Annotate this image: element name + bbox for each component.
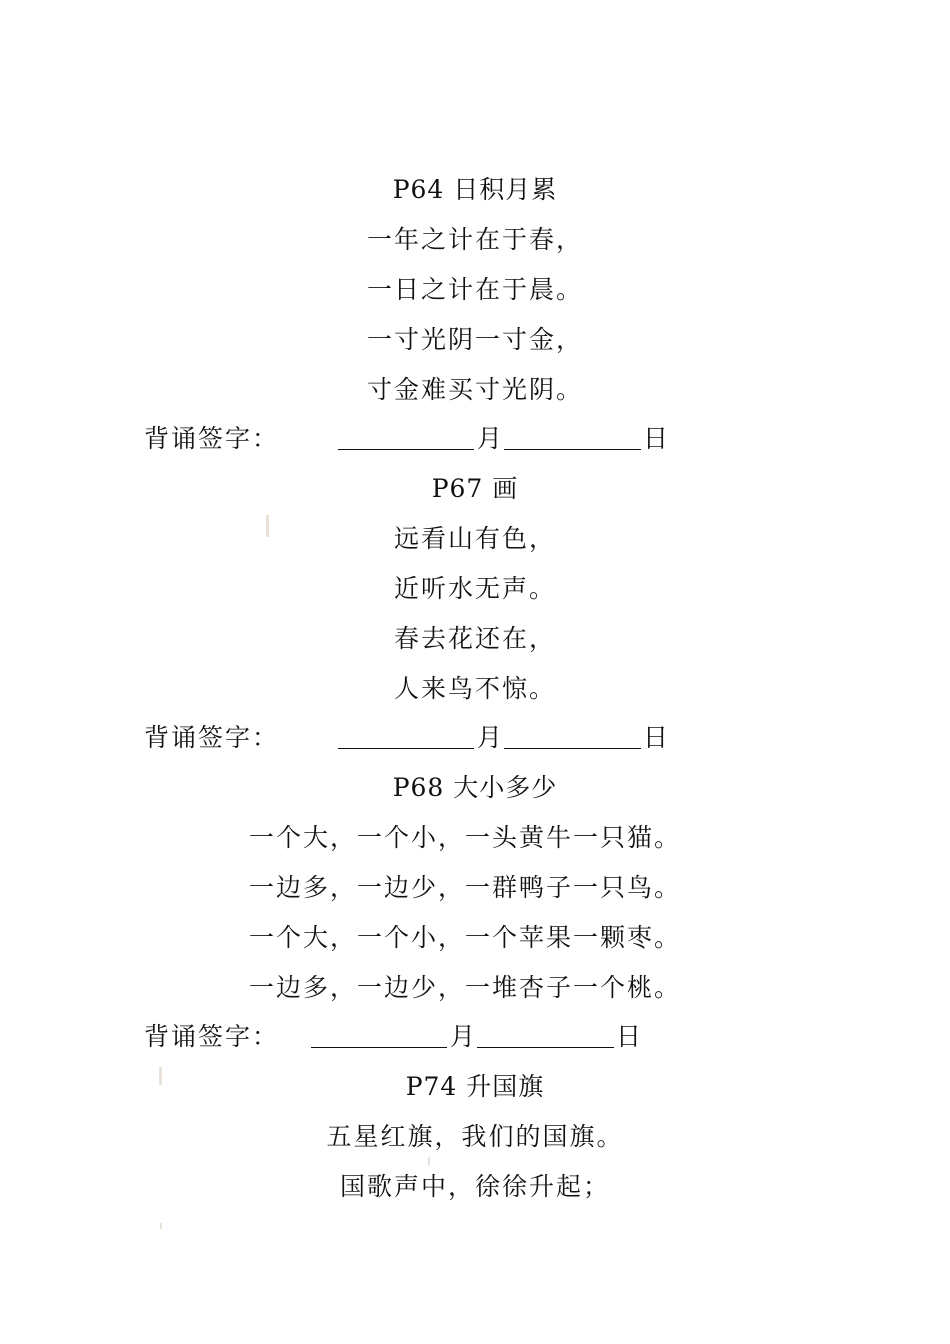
month-label: 月 bbox=[477, 424, 505, 453]
poem-line: 一边多，一边少，一堆杏子一个桃。 bbox=[249, 973, 682, 1002]
scan-speck bbox=[160, 1223, 162, 1229]
month-blank[interactable] bbox=[338, 748, 474, 749]
poem-line: 一寸光阴一寸金， bbox=[366, 325, 583, 354]
day-blank[interactable] bbox=[504, 449, 641, 450]
day-blank[interactable] bbox=[477, 1047, 614, 1048]
scan-speck bbox=[266, 515, 269, 537]
day-blank[interactable] bbox=[504, 748, 641, 749]
poem-line: 寸金难买寸光阴。 bbox=[366, 375, 583, 404]
poem-line: 远看山有色， bbox=[393, 524, 556, 553]
signature-row bbox=[144, 1019, 704, 1055]
poem-line: 春去花还在， bbox=[393, 624, 556, 653]
poem-title-p67: P67 画 bbox=[431, 474, 519, 503]
month-blank[interactable] bbox=[338, 449, 474, 450]
poem-line: 一日之计在于晨。 bbox=[366, 275, 583, 304]
poem-line: 一年之计在于春， bbox=[366, 225, 583, 254]
poem-title-p68: P68 大小多少 bbox=[392, 773, 558, 802]
month-label: 月 bbox=[450, 1022, 478, 1051]
signature-row bbox=[144, 720, 704, 756]
poem-line: 国歌声中，徐徐升起； bbox=[339, 1172, 610, 1201]
month-label: 月 bbox=[477, 723, 505, 752]
poem-line: 近听水无声。 bbox=[393, 574, 556, 603]
poem-line: 一个大，一个小，一头黄牛一只猫。 bbox=[249, 823, 682, 852]
poem-line: 人来鸟不惊。 bbox=[393, 674, 556, 703]
signature-label: 背诵签字： bbox=[144, 723, 280, 752]
scan-speck bbox=[159, 1067, 162, 1085]
day-label: 日 bbox=[616, 1022, 644, 1051]
signature-row bbox=[144, 421, 704, 457]
signature-label: 背诵签字： bbox=[144, 424, 280, 453]
poem-title-p74: P74 升国旗 bbox=[405, 1072, 545, 1101]
signature-label: 背诵签字： bbox=[144, 1022, 280, 1051]
scan-speck bbox=[428, 1157, 430, 1165]
poem-title-p64: P64 日积月累 bbox=[392, 175, 558, 204]
poem-line: 一个大，一个小，一个苹果一颗枣。 bbox=[249, 923, 682, 952]
day-label: 日 bbox=[643, 424, 671, 453]
poem-line: 五星红旗，我们的国旗。 bbox=[326, 1122, 624, 1151]
day-label: 日 bbox=[643, 723, 671, 752]
month-blank[interactable] bbox=[311, 1047, 447, 1048]
poem-line: 一边多，一边少，一群鸭子一只鸟。 bbox=[249, 873, 682, 902]
